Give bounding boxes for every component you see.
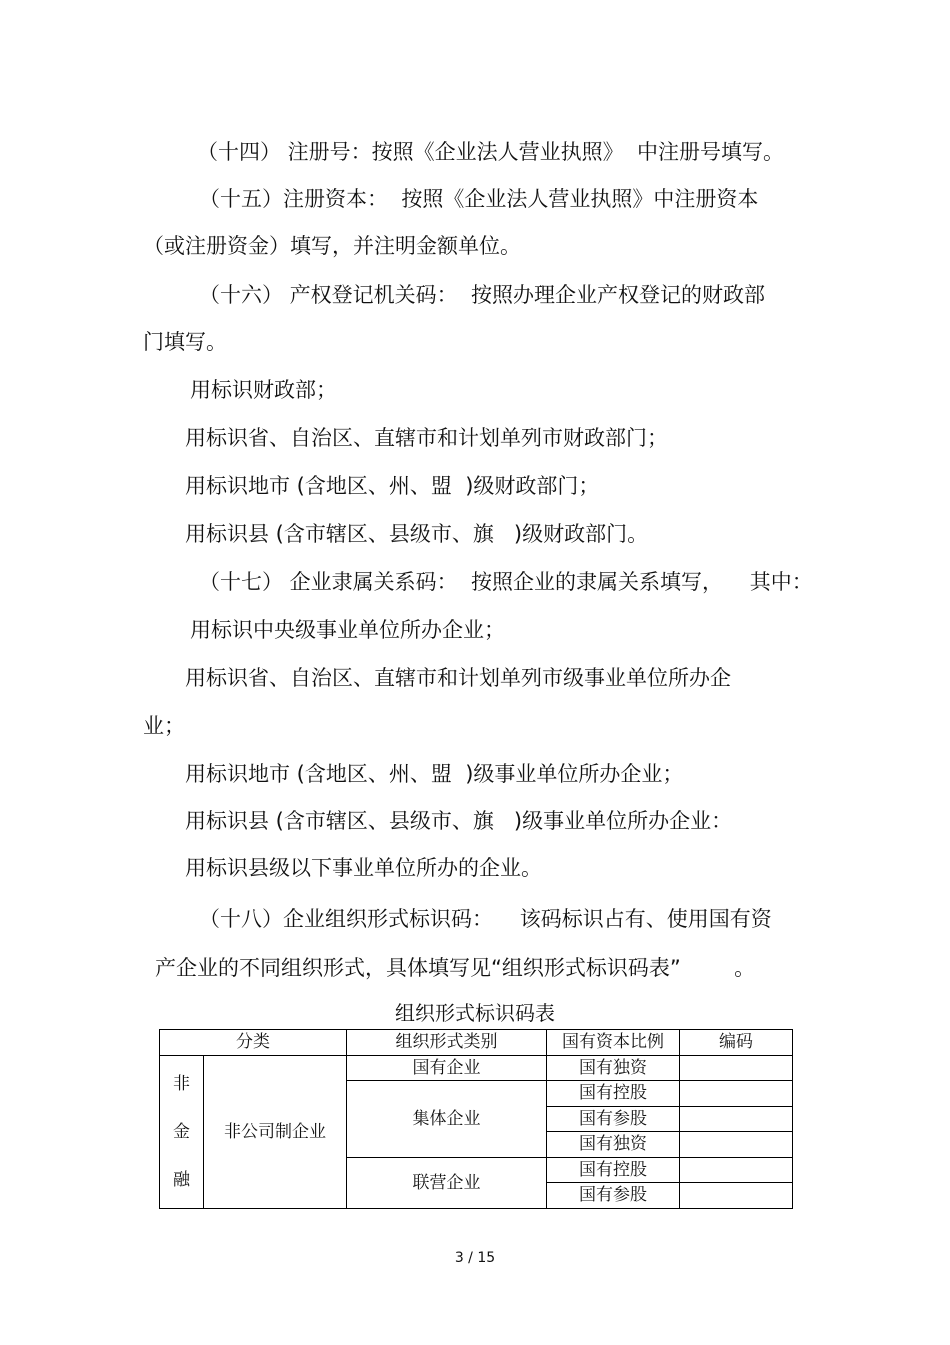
ratio-cell: 国有独资 [547, 1132, 680, 1158]
paragraph-line: （或注册资金）填写，并注明金额单位。 [143, 234, 521, 258]
paragraph-line: （十五）注册资本： 按照《企业法人营业执照》中注册资本 [199, 187, 759, 211]
paragraph-line: 业； [143, 714, 185, 738]
code-cell [680, 1183, 793, 1209]
organization-form-code-table [159, 1029, 793, 1209]
subcategory-cell: 非公司制企业 [204, 1055, 347, 1208]
category-cell [160, 1055, 204, 1208]
paragraph-line: 用标识中央级事业单位所办企业； [190, 618, 505, 642]
header-category: 分类 [160, 1030, 347, 1056]
paragraph-line: 用标识省、自治区、直辖市和计划单列市财政部门； [185, 426, 668, 450]
ratio-cell: 国有独资 [547, 1055, 680, 1081]
paragraph-line: 用标识地市 (含地区、州、盟 )级财政部门； [185, 474, 600, 498]
ratio-cell: 国有控股 [547, 1157, 680, 1183]
paragraph-line: 用标识县 (含市辖区、县级市、旗 )级财政部门。 [185, 522, 649, 546]
paragraph-line: 用标识财政部； [190, 378, 337, 402]
table-caption: 组织形式标识码表 [395, 1001, 555, 1025]
paragraph-line: （十八）企业组织形式标识码： 该码标识占有、使用国有资 [199, 907, 772, 931]
header-form-type: 组织形式类别 [347, 1030, 547, 1056]
ratio-cell: 国有参股 [547, 1106, 680, 1132]
ratio-cell: 国有控股 [547, 1081, 680, 1107]
form-cell: 联营企业 [347, 1157, 547, 1208]
header-code: 编码 [680, 1030, 793, 1056]
paragraph-line: 用标识县 (含市辖区、县级市、旗 )级事业单位所办企业： [185, 809, 733, 833]
paragraph-line: 用标识县级以下事业单位所办的企业。 [185, 856, 542, 880]
paragraph-line: （十七） 企业隶属关系码： 按照企业的隶属关系填写， 其中： [199, 570, 813, 594]
paragraph-line: 门填写。 [143, 330, 227, 354]
category-char: 融 [173, 1169, 190, 1190]
category-char: 金 [173, 1121, 190, 1142]
header-state-capital-ratio: 国有资本比例 [547, 1030, 680, 1056]
table-row [160, 1055, 793, 1081]
paragraph-line: （十四） 注册号：按照《企业法人营业执照》 中注册号填写。 [197, 140, 785, 164]
code-cell [680, 1132, 793, 1158]
paragraph-line: 用标识省、自治区、直辖市和计划单列市级事业单位所办企 [185, 666, 731, 690]
form-cell: 国有企业 [347, 1055, 547, 1081]
code-cell [680, 1081, 793, 1107]
paragraph-line: 用标识地市 (含地区、州、盟 )级事业单位所办企业； [185, 762, 684, 786]
code-cell [680, 1055, 793, 1081]
paragraph-line: （十六） 产权登记机关码： 按照办理企业产权登记的财政部 [199, 283, 766, 307]
page-number: 3 / 15 [454, 1250, 496, 1266]
ratio-cell: 国有参股 [547, 1183, 680, 1209]
category-char: 非 [173, 1073, 190, 1094]
code-cell [680, 1106, 793, 1132]
paragraph-line: 产企业的不同组织形式，具体填写见“组织形式标识码表” 。 [155, 956, 756, 980]
code-cell [680, 1157, 793, 1183]
form-cell: 集体企业 [347, 1081, 547, 1158]
table-header-row [160, 1030, 793, 1056]
